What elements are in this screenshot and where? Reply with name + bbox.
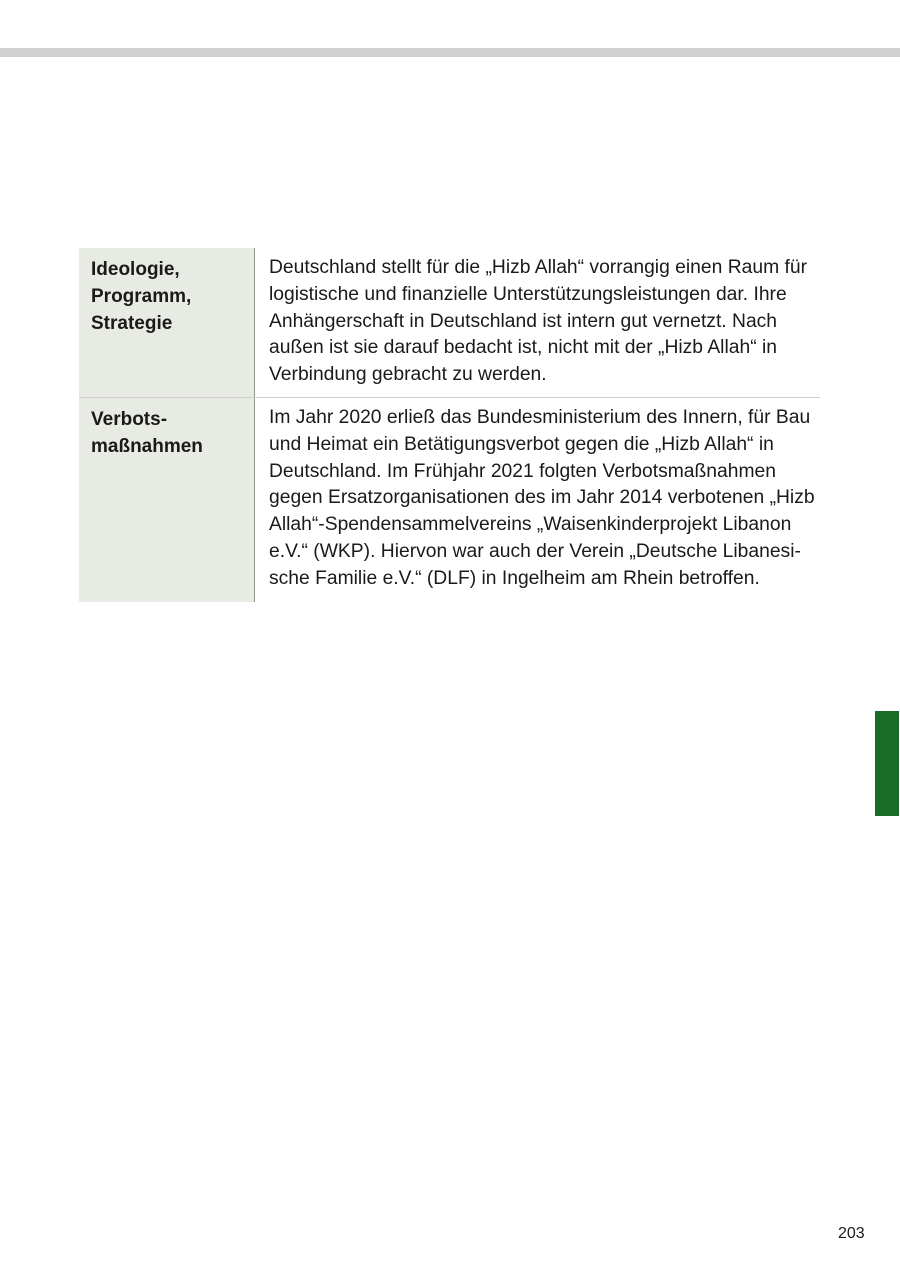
text-line: Anhängerschaft in Deutschland ist intern gut vernetzt. Nach (269, 310, 778, 332)
text-line: und Heimat ein Betätigungsverbot gegen die „Hizb Allah“ in (269, 433, 774, 455)
row-label-ban-measures: Verbots- maßnahmen (79, 398, 255, 602)
text-line: logistische und finanzielle Unterstützungsleistungen dar. Ihre (269, 283, 787, 305)
text-line: Deutschland. Im Frühjahr 2021 folgten Verbotsmaßnahmen (269, 460, 776, 482)
page-number: 203 (838, 1225, 865, 1242)
text-line: Allah“-Spendensammelvereins „Waisenkinderprojekt Libanon (269, 514, 792, 536)
row-text-ideology (255, 248, 820, 397)
text-line: gegen Ersatzorganisationen des im Jahr 2014 verbotenen „Hizb (269, 487, 815, 509)
table-row-ban-measures (79, 398, 820, 602)
info-table (79, 248, 820, 602)
text-line: e.V.“ (WKP). Hiervon war auch der Verein „Deutsche Libanesi- (269, 540, 801, 562)
chapter-side-tab (875, 711, 899, 816)
text-line: Im Jahr 2020 erließ das Bundesministerium des Innern, für Bau (269, 407, 811, 428)
text-line: Deutschland stellt für die „Hizb Allah“ vorrangig einen Raum für (269, 257, 807, 278)
text-line: Verbindung gebracht zu werden. (269, 364, 547, 386)
text-line: außen ist sie darauf bedacht ist, nicht mit der „Hizb Allah“ in (269, 337, 777, 359)
top-rule (0, 48, 900, 57)
text-line: sche Familie e.V.“ (DLF) in Ingelheim am Rhein betroffen. (269, 567, 760, 589)
row-text-ban-measures (255, 398, 820, 602)
table-row-ideology (79, 248, 820, 398)
row-label-ideology: Ideologie, Programm, Strategie (79, 248, 255, 397)
